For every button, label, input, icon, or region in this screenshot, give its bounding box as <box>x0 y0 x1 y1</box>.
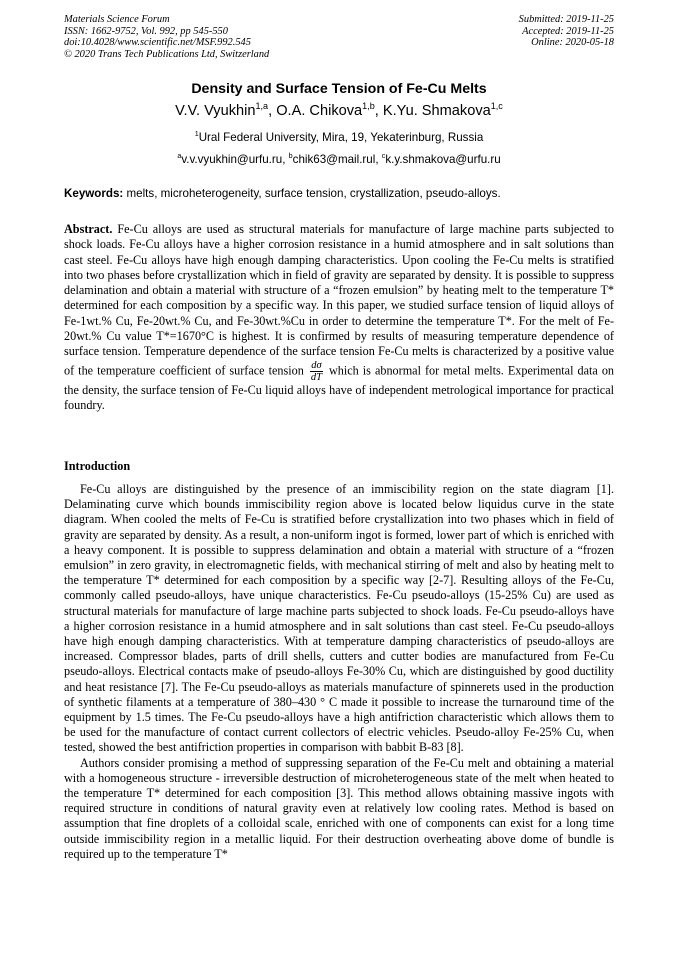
introduction-paragraph: Fe-Cu alloys are distinguished by the presence of an immiscibility region on the state diagram [1]. Delaminating curve which bounds immiscibility region above is located below liquidus curve in the state diagram. When cooled the melts of Fe-Cu is stratified before crystallization into two phases which in field of gravity are separated by density. As a result, a non-uniform ingot is formed, lower part of which is enriched with a heavy component. It is possible to suppress delamination and obtain a material with structure of a “frozen emulsion” in zero gravity, in electromagnetic fields, with mechanical stirring of melt and also by heating melt to the temperature T* determined for each composition by a specific way [2-7]. Resulting alloys of the Fe-Cu, commonly called pseudo-alloys, have unique characteristics. Fe-Cu pseudo-alloys (15-25% Cu) are used as structural materials for manufacture of large machine parts subjected to shock loads. Fe-Cu pseudo-alloys have a higher corrosion resistance in a humid atmosphere and in salt solutions than cast steel. Fe-Cu pseudo-alloys have high enough damping characteristics. With at temperature damping characteristics of pseudo-alloys are increased. Compressor blades, parts of drill shells, cutters and cutter bodies are manufactured from Fe-Cu pseudo-alloys. Electrical contacts make of pseudo-alloys Fe-30% Cu, which are distinguished by good ductility and heat resistance [7]. The Fe-Cu pseudo-alloys as materials manufacture of spinnerets used in the production of synthetic filaments at a temperature of 380–430 ° C made it possible to increase the turnaround time of the equipment by 1.5 times. The Fe-Cu pseudo-alloys have a high antifriction characteristic which allows them to be used for the manufacture of contact current collectors of electric vehicles. Pseudo-alloy Fe-25% Cu, when tested, showed the best antifriction properties in comparison with babbit B-83 [8]. <box>64 482 614 755</box>
email-link[interactable]: chik63@mail.rul <box>292 153 376 166</box>
fraction-numerator: dσ <box>311 359 322 371</box>
introduction-body <box>64 482 614 862</box>
author-affil-sup: 1,c <box>490 101 503 112</box>
abstract-label: Abstract. <box>64 222 113 236</box>
email-sup: b <box>288 151 293 161</box>
email-list <box>0 153 678 166</box>
author-affil-sup: 1,a <box>255 101 269 112</box>
affiliation-sup: 1 <box>194 129 199 139</box>
author-name: V.V. Vyukhin <box>175 103 256 119</box>
author-list <box>0 103 678 119</box>
journal-issn: ISSN: 1662-9752, Vol. 992, pp 545-550 <box>64 25 228 37</box>
journal-copyright: © 2020 Trans Tech Publications Ltd, Switzerland <box>64 48 270 60</box>
email-link[interactable]: v.v.vyukhin@urfu.ru <box>181 153 283 166</box>
journal-info <box>64 14 269 60</box>
introduction-paragraph: Authors consider promising a method of suppressing separation of the Fe-Cu melt and obtaining a material with a homogeneous structure - irreversible destruction of microheterogeneous state of the melt when heated to the temperature T* determined for each composition [3]. This method allows obtaining massive ingots with required structure in conditions of natural gravity even at relatively low cooling rates. Method is based on assumption that fine droplets of a colloidal scale, enriched with one of components can exist for a long time outside immiscibility region in a metallic liquid. For their destruction overheating above dome of bundle is required up to the temperature T* <box>64 755 614 861</box>
introduction-heading: Introduction <box>64 459 131 473</box>
author-separator: , <box>374 103 383 119</box>
journal-name: Materials Science Forum <box>64 14 170 25</box>
accepted-date: Accepted: 2019-11-25 <box>522 25 614 37</box>
keywords <box>64 187 616 200</box>
journal-doi: doi:10.4028/www.scientific.net/MSF.992.545 <box>64 37 251 49</box>
abstract-text-part2: which is abnormal for metal melts. Experimental data on the density, the surface tension of Fe-Cu liquid alloys have of independent metrological importance for practical foundry. <box>64 362 615 412</box>
email-sup: a <box>177 151 182 161</box>
paper-title: Density and Surface Tension of Fe-Cu Melts <box>191 81 487 97</box>
dsigma-dt-fraction <box>310 360 323 383</box>
abstract <box>64 222 614 413</box>
email-separator: , <box>282 153 289 166</box>
author-separator: , <box>268 103 277 119</box>
abstract-text-part1: Fe-Cu alloys are used as structural materials for manufacture of large machine parts subjected to shock loads. Fe-Cu alloys have a higher corrosion resistance in a humid atmosphere and in salt solutions than cast steel. Fe-Cu alloys have high enough damping characteristics. Upon cooling the Fe-Cu melts is stratified into two phases before crystallization which in field of gravity are separated by density. It is possible to suppress delamination and obtain a material with structure of a “frozen emulsion” by heating melt to the temperature T* determined for each composition by a specific way. In this paper, we studied surface tension of liquid alloys of Fe-1wt.% Cu, Fe-20wt.% Cu, and Fe-30wt.%Cu in order to determine the temperature T*. For the melt of Fe-20wt.% Cu value T*=1670°C is highest. It is confirmed by results of measuring temperature dependence of surface tension. Temperature dependence of the surface tension Fe-Cu melts is characterized by a positive value of the temperature coefficient of surface tension <box>64 222 614 377</box>
submitted-date: Submitted: 2019-11-25 <box>518 14 614 25</box>
keywords-label: Keywords: <box>64 187 124 200</box>
email-sup: c <box>381 151 386 161</box>
email-link[interactable]: k.y.shmakova@urfu.ru <box>385 153 501 166</box>
author-affil-sup: 1,b <box>362 101 375 112</box>
online-date: Online: 2020-05-18 <box>531 37 614 49</box>
email-separator: , <box>375 153 382 166</box>
affiliation-text: Ural Federal University, Mira, 19, Yekaterinburg, Russia <box>198 131 484 144</box>
submission-dates <box>519 14 614 49</box>
keywords-text: melts, microheterogeneity, surface tension, crystallization, pseudo-alloys. <box>123 187 501 200</box>
author-name: O.A. Chikova <box>276 103 363 119</box>
fraction-denominator: dT <box>310 371 322 383</box>
author-name: K.Yu. Shmakova <box>382 103 491 119</box>
affiliation <box>0 131 678 144</box>
